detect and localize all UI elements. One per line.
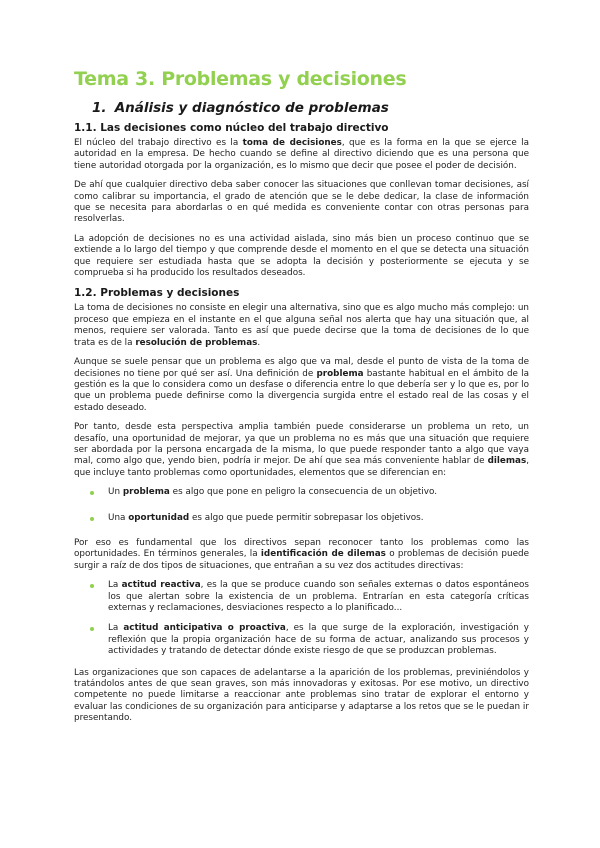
text-run: bastante habitual en el ámbito de la gestión es la que lo considera como un desfase o diferencia entre lo que debería ser y lo que es, por lo que un problema puede definirse como la divergencia surgida entre el estado real de las cosas y el estado deseado. bbox=[74, 368, 529, 413]
paragraph bbox=[74, 538, 529, 572]
text-run: , es la que se produce cuando son señales externas o datos espontáneos los que alertan sobre la existencia de un problema. Entrarían en esta categoría críticas externas y reclamaciones, desviaciones respecto a lo planificado... bbox=[108, 580, 529, 613]
bullet-icon bbox=[90, 584, 94, 588]
bullet-icon bbox=[90, 517, 94, 521]
text-run: Un bbox=[108, 487, 123, 498]
paragraph: La adopción de decisiones no es una actividad aislada, sino más bien un proceso continuo que se extiende a lo largo del tiempo y que comprende desde el momento en el que se detecta una situación que requiere ser estudiada hasta que se adopta la decisión y posteriormente se ejecuta y se comprueba si ha producido los resultados deseados. bbox=[74, 233, 529, 279]
bullet-list bbox=[74, 487, 529, 524]
text-run: , que incluye tanto problemas como oportunidades, elementos que se diferencian en: bbox=[74, 456, 529, 478]
bold-term: dilemas bbox=[487, 456, 527, 467]
bold-term: actitud reactiva bbox=[121, 580, 201, 591]
list-item bbox=[74, 513, 529, 524]
bullet-icon bbox=[90, 627, 94, 631]
text-run: Aunque se suele pensar que un problema es algo que va mal, desde el punto de vista de la toma de decisiones no tiene por qué ser así. Una definición de bbox=[74, 357, 529, 379]
subsection-heading-1-1: 1.1. Las decisiones como núcleo del trabajo directivo bbox=[74, 122, 389, 134]
text-run: Una bbox=[108, 512, 129, 523]
section-title: Análisis y diagnóstico de problemas bbox=[114, 100, 389, 116]
paragraph bbox=[74, 422, 529, 479]
bold-term: problema bbox=[122, 487, 170, 498]
text-run: Por eso es fundamental que los directivos sepan reconocer tanto los problemas como las oportunidades. En términos generales, la bbox=[74, 537, 529, 560]
paragraph: Las organizaciones que son capaces de adelantarse a la aparición de los problemas, previniéndolos y tratándolos antes de que sean graves, son más innovadoras y exitosas. Por ese motivo, un directivo competente no puede limitarse a reaccionar ante problemas sino tratar de explorar el entorno y evaluar las condiciones de su organización para anticiparse y adaptarse a los retos que se le puedan ir presentando. bbox=[74, 667, 529, 724]
paragraph bbox=[74, 138, 529, 172]
list-item bbox=[74, 487, 529, 498]
bold-term: problema bbox=[316, 368, 364, 379]
subsection-heading-1-2: 1.2. Problemas y decisiones bbox=[74, 287, 240, 300]
bullet-list bbox=[74, 580, 529, 657]
text-run: . bbox=[257, 337, 261, 348]
section-heading bbox=[92, 100, 529, 116]
text-run: , que es la forma en la que se ejerce la autoridad en la empresa. De hecho cuando se define al directivo diciendo que es una persona que tiene autoridad otorgada por la organización, es lo mismo que decir que posee el poder de decisión. bbox=[74, 138, 529, 171]
bullet-icon bbox=[90, 491, 94, 495]
bold-term: resolución de problemas bbox=[135, 337, 258, 348]
text-run: o problemas de decisión puede surgir a raíz de dos tipos de situaciones, que entrañan a su vez dos actitudes directivas: bbox=[74, 549, 529, 571]
paragraph bbox=[74, 303, 529, 349]
text-run: La toma de decisiones no consiste en elegir una alternativa, sino que es algo mucho más complejo: un proceso que empieza en el instante en el que alguna señal nos alerta que hay una situación que, al menos, requiere ser valorada. Tanto es así que puede decirse que la toma de decisiones de lo que trata es de la bbox=[74, 303, 529, 348]
paragraph bbox=[74, 357, 529, 414]
bold-term: actitud anticipativa o proactiva bbox=[123, 623, 286, 634]
text-run: , es la que surge de la exploración, investigación y reflexión que la propia organización hace de su forma de actuar, analizando sus procesos y actividades y tratando de detectar dónde existe riesgo de que se produzcan problemas. bbox=[108, 623, 529, 657]
text-run: Por tanto, desde esta perspectiva amplia también puede considerarse un problema un reto, un desafío, una oportunidad de mejorar, ya que un problema no es más que una situación que requiere ser abordada por la persona encargada de la misma, lo que puede responder tanto a algo que vaya mal, como algo que, yendo bien, podría ir mejor. De ahí que sea más conveniente hablar de bbox=[74, 422, 529, 467]
section-number: 1. bbox=[92, 100, 107, 116]
text-run: La bbox=[108, 580, 122, 591]
text-run: es algo que puede permitir sobrepasar los objetivos. bbox=[189, 512, 424, 523]
bold-term: toma de decisiones bbox=[242, 138, 342, 148]
text-run: La bbox=[108, 623, 124, 634]
text-run: El núcleo del trabajo directivo es la bbox=[74, 138, 243, 148]
list-item bbox=[74, 623, 529, 657]
document-title: Tema 3. Problemas y decisiones bbox=[74, 68, 407, 90]
text-run: es algo que pone en peligro la consecuencia de un objetivo. bbox=[169, 487, 438, 498]
list-item bbox=[74, 580, 529, 614]
bold-term: oportunidad bbox=[128, 512, 190, 523]
bold-term: identificación de dilemas bbox=[260, 549, 386, 560]
paragraph: De ahí que cualquier directivo deba saber conocer las situaciones que conllevan tomar decisiones, así como calibrar su importancia, el grado de atención que se le debe dedicar, la clase de información que se necesita para abordarlas o en qué medida es conveniente contar con otras personas para resolverlas. bbox=[74, 180, 529, 225]
